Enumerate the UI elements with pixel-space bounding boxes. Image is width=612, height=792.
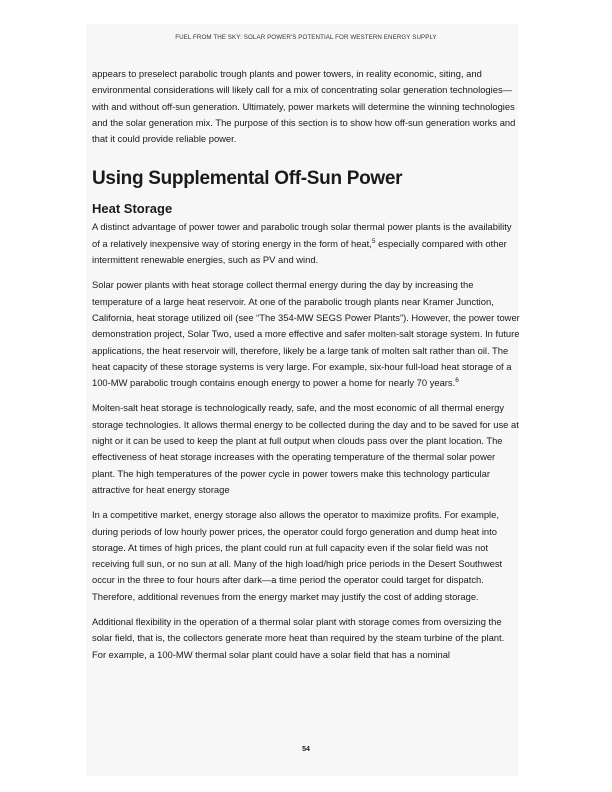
paragraph-text: A distinct advantage of power tower and parabolic trough solar thermal power plants is the availability of a relatively inexpensive way of storing energy in the form of heat, — [92, 221, 512, 249]
footnote-ref-5[interactable]: 5 — [371, 237, 376, 245]
body-text — [92, 66, 520, 672]
footnote-ref-6[interactable]: 6 — [455, 377, 459, 385]
paragraph-oversizing: Additional flexibility in the operation of a thermal solar plant with storage comes from oversizing the solar field, that is, the collectors generate more heat than required by the steam turbine of the plant. For example, a 100-MW thermal solar plant could have a solar field that has a nominal — [92, 616, 505, 660]
intro-paragraph: appears to preselect parabolic trough plants and power towers, in reality economic, siting, and environmental considerations will likely call for a mix of concentrating solar generation technologies—with and without off-sun generation. Ultimately, power markets will determine the winning technologies and the solar generation mix. The purpose of this section is to show how off-sun generation works and that it could provide reliable power. — [92, 68, 516, 145]
paragraph-molten-salt: Molten-salt heat storage is technologically ready, safe, and the most economic of all thermal energy storage technologies. It allows thermal energy to be collected during the day and to be saved for use at night or it can be used to keep the plant at full output when clouds pass over the plant location. The effectiveness of heat storage increases with the operating temperature of the thermal solar power plant. The high temperatures of the power cycle in power towers make this technology particular attractive for heat energy storage — [92, 402, 519, 495]
section-title: Using Supplemental Off-Sun Power — [92, 168, 403, 190]
paragraph-storage-advantage — [92, 219, 520, 268]
page-number: 54 — [302, 746, 310, 753]
subsection-title: Heat Storage — [92, 201, 173, 217]
paragraph-text: Solar power plants with heat storage collect thermal energy during the day by increasing the temperature of a large heat reservoir. At one of the parabolic trough plants near Kramer Junction, California, heat storage utilized oil (see “The 354-MW SEGS Power Plants”). However, the power tower demonstration project, Solar Two, used a more effective and safer molten-salt storage system. In future applications, the heat reservoir will, therefore, likely be a large tank of molten salt rather than oil. The heat capacity of these storage systems is very large. For example, six-hour full-load heat storage of a 100-MW parabolic trough contains enough energy to power a home for nearly 70 years. — [92, 279, 520, 389]
paragraph-heat-reservoir — [92, 277, 520, 391]
paragraph-competitive-market: In a competitive market, energy storage also allows the operator to maximize profits. For example, during periods of low hourly power prices, the operator could forgo generation and dump heat into storage. At times of high prices, the plant could run at full capacity even if the solar field was not receiving full sun, or no sun at all. Many of the high load/high price periods in the Desert Southwest occur in the three to four hours after dark—a time period the operator could target for dispatch. Therefore, additional revenues from the energy market may justify the cost of adding storage. — [92, 509, 503, 602]
paragraph-text-continued: especially compared with other intermittent renewable energies, such as PV and wind. — [92, 237, 507, 266]
running-head: FUEL FROM THE SKY: SOLAR POWER'S POTENTIAL FOR WESTERN ENERGY SUPPLY — [175, 34, 437, 41]
